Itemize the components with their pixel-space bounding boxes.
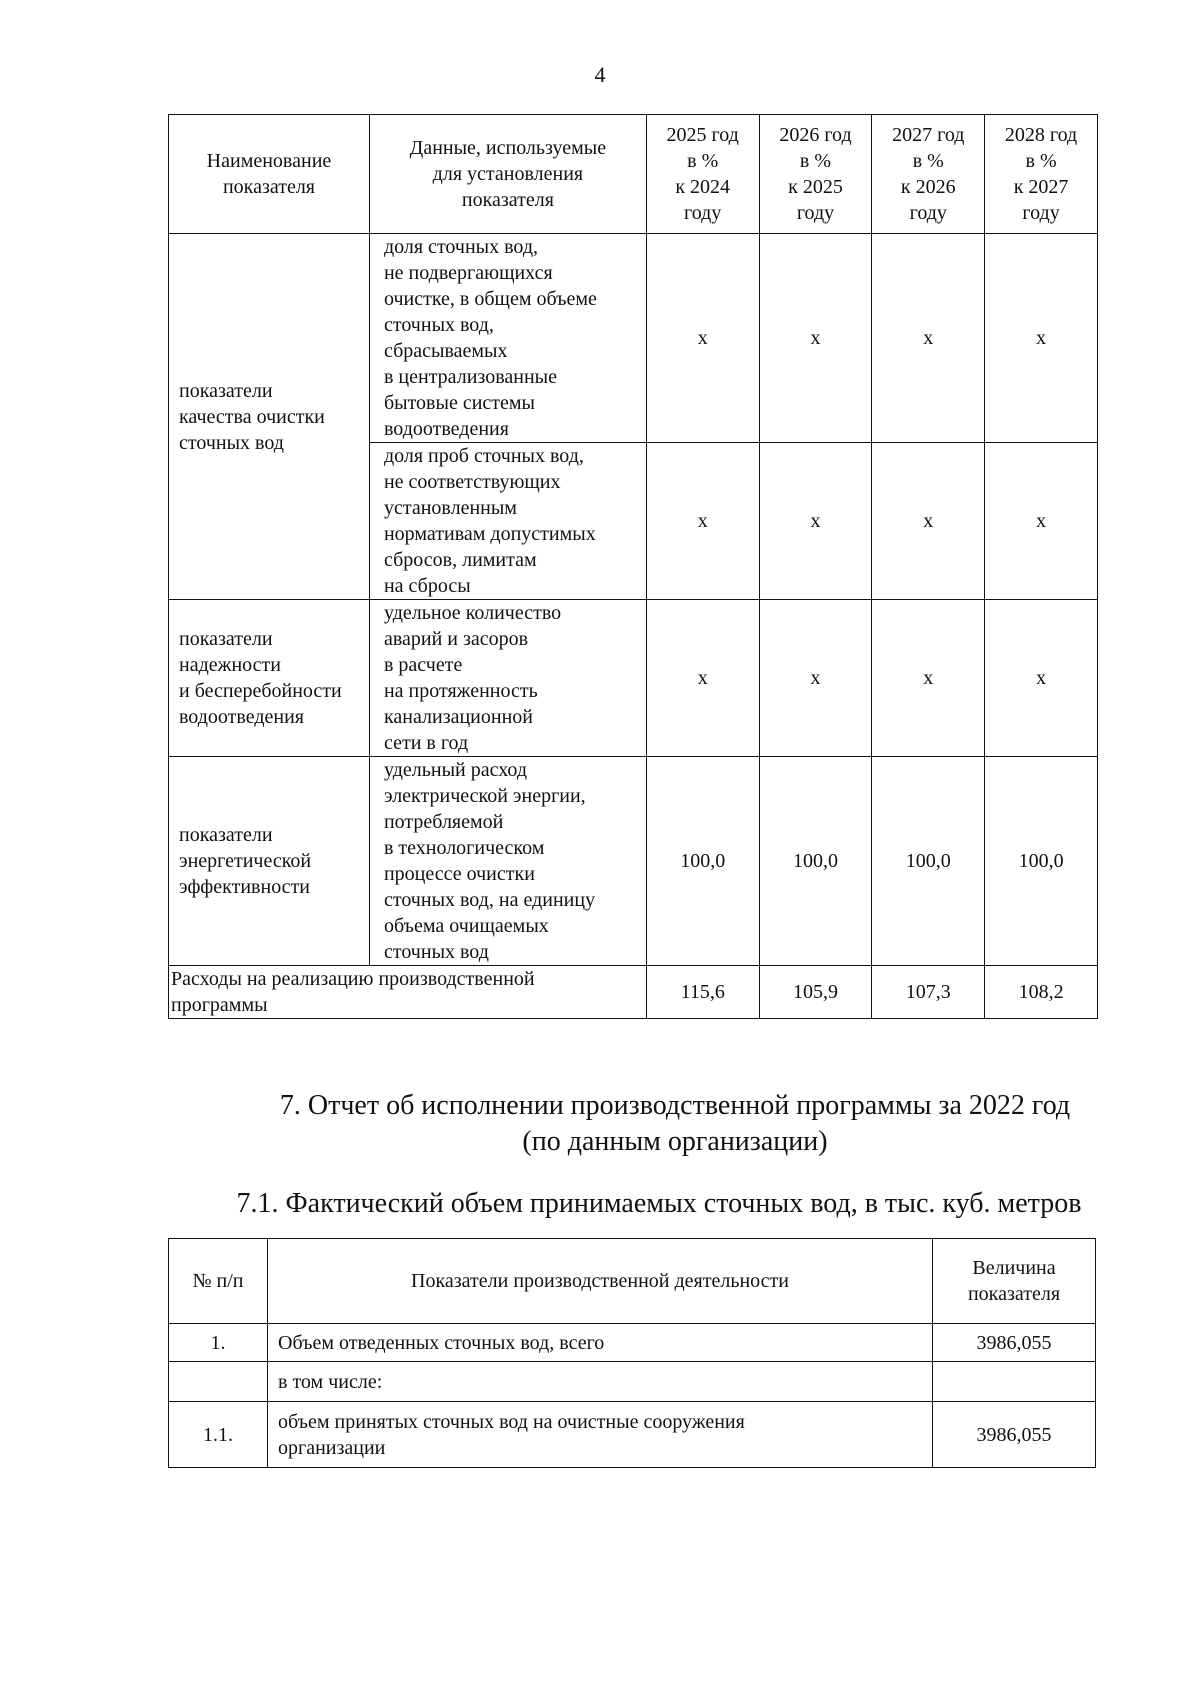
header-number: № п/п xyxy=(169,1239,268,1324)
value-cell: х xyxy=(646,234,759,443)
row-label: объем принятых сточных вод на очистные сооружения организации xyxy=(268,1402,933,1468)
value-cell: 100,0 xyxy=(872,757,985,966)
row-value xyxy=(933,1362,1096,1402)
value-cell: х xyxy=(759,600,872,757)
page-number: 4 xyxy=(594,62,606,87)
expenses-row xyxy=(169,966,1098,1019)
value-cell: х xyxy=(759,234,872,443)
indicator-data-cell: удельное количество аварий и засоров в расчете на протяженность канализационной сети в год xyxy=(369,600,646,757)
expense-value-cell: 108,2 xyxy=(985,966,1098,1019)
header-indicator-name: Наименование показателя xyxy=(169,115,370,234)
header-year-2028: 2028 год в % к 2027 году xyxy=(985,115,1098,234)
wastewater-volume-table xyxy=(168,1238,1096,1468)
row-label: Объем отведенных сточных вод, всего xyxy=(268,1324,933,1362)
indicator-data-cell: удельный расход электрической энергии, потребляемой в технологическом процессе очистки сточных вод, на единицу объема очищаемых сточных вод xyxy=(369,757,646,966)
value-cell: 100,0 xyxy=(985,757,1098,966)
value-cell: х xyxy=(759,443,872,600)
expense-value-cell: 115,6 xyxy=(646,966,759,1019)
indicator-group-name: показатели энергетической эффективности xyxy=(169,757,370,966)
table-row xyxy=(169,600,1098,757)
value-cell: х xyxy=(646,600,759,757)
indicator-group-name: показатели качества очистки сточных вод xyxy=(169,234,370,600)
row-number: 1. xyxy=(169,1324,268,1362)
section-7-1-title: 7.1. Фактический объем принимаемых сточных вод, в тыс. куб. метров xyxy=(236,1188,1082,1219)
header-indicator-data: Данные, используемые для установления показателя xyxy=(369,115,646,234)
table-row xyxy=(169,1324,1096,1362)
value-cell: 100,0 xyxy=(646,757,759,966)
header-year-2027: 2027 год в % к 2026 году xyxy=(872,115,985,234)
value-cell: х xyxy=(872,443,985,600)
indicator-group-name: показатели надежности и бесперебойности водоотведения xyxy=(169,600,370,757)
expense-value-cell: 107,3 xyxy=(872,966,985,1019)
value-cell: х xyxy=(872,234,985,443)
row-label: в том числе: xyxy=(268,1362,933,1402)
wastewater-table-header-row xyxy=(169,1239,1096,1324)
value-cell: х xyxy=(985,600,1098,757)
indicator-data-cell: доля сточных вод, не подвергающихся очистке, в общем объеме сточных вод, сбрасываемых в централизованные бытовые системы водоотведения xyxy=(369,234,646,443)
table-row xyxy=(169,1402,1096,1468)
expense-value-cell: 105,9 xyxy=(759,966,872,1019)
table-row xyxy=(169,757,1098,966)
value-cell: х xyxy=(646,443,759,600)
row-number: 1.1. xyxy=(169,1402,268,1468)
indicators-table xyxy=(168,114,1098,1019)
table-row xyxy=(169,1362,1096,1402)
section-7-title: 7. Отчет об исполнении производственной программы за 2022 год (по данным организации) xyxy=(279,1090,1071,1157)
header-value: Величина показателя xyxy=(933,1239,1096,1324)
header-indicator: Показатели производственной деятельности xyxy=(268,1239,933,1324)
expenses-label: Расходы на реализацию производственной программы xyxy=(169,966,647,1019)
row-value: 3986,055 xyxy=(933,1324,1096,1362)
row-value: 3986,055 xyxy=(933,1402,1096,1468)
header-year-2026: 2026 год в % к 2025 году xyxy=(759,115,872,234)
value-cell: х xyxy=(872,600,985,757)
table-row xyxy=(169,234,1098,443)
value-cell: 100,0 xyxy=(759,757,872,966)
value-cell: х xyxy=(985,443,1098,600)
value-cell: х xyxy=(985,234,1098,443)
row-number xyxy=(169,1362,268,1402)
header-year-2025: 2025 год в % к 2024 году xyxy=(646,115,759,234)
indicators-table-header-row xyxy=(169,115,1098,234)
indicator-data-cell: доля проб сточных вод, не соответствующих установленным нормативам допустимых сбросов, лимитам на сбросы xyxy=(369,443,646,600)
